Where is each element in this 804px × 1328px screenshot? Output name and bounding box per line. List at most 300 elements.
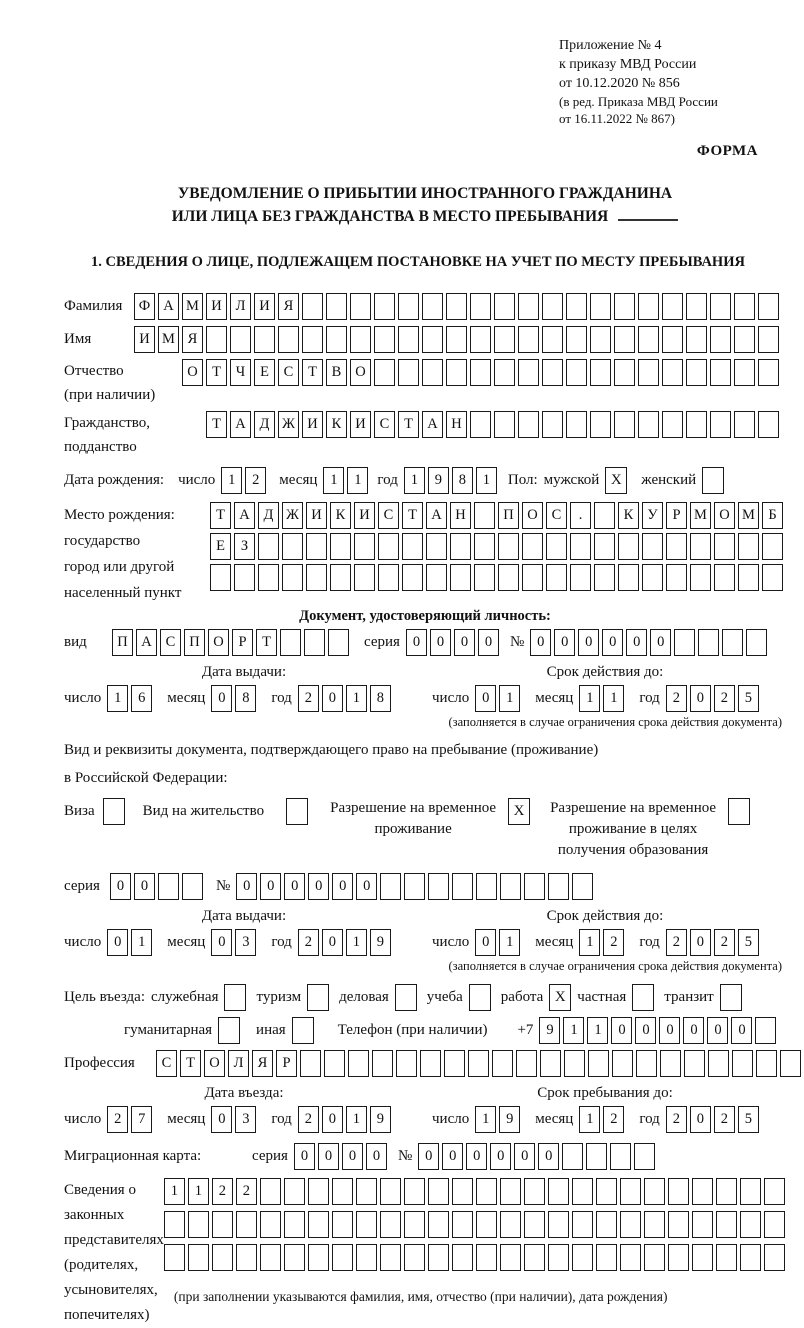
- char-box[interactable]: [402, 564, 423, 591]
- char-box[interactable]: [548, 1244, 569, 1271]
- char-box[interactable]: 2: [107, 1106, 128, 1133]
- char-box[interactable]: [426, 564, 447, 591]
- char-box[interactable]: 1: [323, 467, 344, 494]
- char-box[interactable]: 0: [236, 873, 257, 900]
- char-box[interactable]: 8: [235, 685, 256, 712]
- char-box[interactable]: У: [642, 502, 663, 529]
- char-box[interactable]: [518, 326, 539, 353]
- char-box[interactable]: [258, 564, 279, 591]
- char-box[interactable]: 1: [475, 1106, 496, 1133]
- char-box[interactable]: Т: [256, 629, 277, 656]
- char-box[interactable]: 1: [107, 685, 128, 712]
- char-box[interactable]: Р: [232, 629, 253, 656]
- char-box[interactable]: К: [326, 411, 347, 438]
- char-box[interactable]: 0: [707, 1017, 728, 1044]
- char-box[interactable]: [380, 873, 401, 900]
- char-box[interactable]: 0: [475, 685, 496, 712]
- char-box[interactable]: [572, 1244, 593, 1271]
- char-box[interactable]: [380, 1211, 401, 1238]
- char-box[interactable]: И: [206, 293, 227, 320]
- char-box[interactable]: [254, 326, 275, 353]
- char-box[interactable]: [428, 1211, 449, 1238]
- char-box[interactable]: [206, 326, 227, 353]
- char-box[interactable]: [762, 533, 783, 560]
- char-box[interactable]: 0: [322, 1106, 343, 1133]
- char-box[interactable]: [374, 326, 395, 353]
- char-box[interactable]: [422, 293, 443, 320]
- char-box[interactable]: Я: [182, 326, 203, 353]
- char-box[interactable]: 0: [406, 629, 427, 656]
- char-box[interactable]: 0: [635, 1017, 656, 1044]
- char-box[interactable]: [282, 564, 303, 591]
- char-box[interactable]: [662, 293, 683, 320]
- char-box[interactable]: [302, 326, 323, 353]
- char-box[interactable]: 0: [318, 1143, 339, 1170]
- char-box[interactable]: 0: [578, 629, 599, 656]
- char-box[interactable]: [596, 1244, 617, 1271]
- char-box[interactable]: 1: [188, 1178, 209, 1205]
- char-box[interactable]: 0: [466, 1143, 487, 1170]
- char-box[interactable]: А: [230, 411, 251, 438]
- char-box[interactable]: [710, 326, 731, 353]
- char-box[interactable]: [710, 293, 731, 320]
- char-box[interactable]: [230, 326, 251, 353]
- char-box[interactable]: О: [182, 359, 203, 386]
- purpose-official-checkbox[interactable]: [224, 984, 246, 1011]
- char-box[interactable]: 0: [211, 685, 232, 712]
- char-box[interactable]: [284, 1244, 305, 1271]
- char-box[interactable]: [594, 564, 615, 591]
- char-box[interactable]: [380, 1178, 401, 1205]
- char-box[interactable]: [356, 1211, 377, 1238]
- char-box[interactable]: Е: [210, 533, 231, 560]
- char-box[interactable]: [234, 564, 255, 591]
- char-box[interactable]: С: [278, 359, 299, 386]
- char-box[interactable]: [644, 1178, 665, 1205]
- char-box[interactable]: А: [234, 502, 255, 529]
- char-box[interactable]: Е: [254, 359, 275, 386]
- char-box[interactable]: 0: [366, 1143, 387, 1170]
- char-box[interactable]: [446, 293, 467, 320]
- char-box[interactable]: [210, 564, 231, 591]
- char-box[interactable]: 9: [539, 1017, 560, 1044]
- char-box[interactable]: [354, 564, 375, 591]
- char-box[interactable]: З: [234, 533, 255, 560]
- char-box[interactable]: А: [158, 293, 179, 320]
- char-box[interactable]: М: [690, 502, 711, 529]
- char-box[interactable]: [260, 1211, 281, 1238]
- char-box[interactable]: [308, 1244, 329, 1271]
- char-box[interactable]: И: [254, 293, 275, 320]
- char-box[interactable]: 0: [626, 629, 647, 656]
- char-box[interactable]: [494, 359, 515, 386]
- char-box[interactable]: [182, 873, 203, 900]
- char-box[interactable]: [734, 293, 755, 320]
- char-box[interactable]: [764, 1211, 785, 1238]
- char-box[interactable]: 0: [442, 1143, 463, 1170]
- char-box[interactable]: 2: [714, 1106, 735, 1133]
- char-box[interactable]: 2: [298, 685, 319, 712]
- char-box[interactable]: 2: [245, 467, 266, 494]
- char-box[interactable]: [404, 1211, 425, 1238]
- char-box[interactable]: [546, 564, 567, 591]
- char-box[interactable]: [686, 359, 707, 386]
- char-box[interactable]: [644, 1244, 665, 1271]
- char-box[interactable]: [734, 411, 755, 438]
- char-box[interactable]: [542, 293, 563, 320]
- char-box[interactable]: 2: [666, 929, 687, 956]
- char-box[interactable]: [330, 533, 351, 560]
- char-box[interactable]: [638, 326, 659, 353]
- char-box[interactable]: [746, 629, 767, 656]
- char-box[interactable]: 1: [346, 929, 367, 956]
- char-box[interactable]: [755, 1017, 776, 1044]
- char-box[interactable]: [590, 411, 611, 438]
- char-box[interactable]: О: [204, 1050, 225, 1077]
- char-box[interactable]: [494, 293, 515, 320]
- char-box[interactable]: 3: [235, 1106, 256, 1133]
- char-box[interactable]: [282, 533, 303, 560]
- char-box[interactable]: Т: [398, 411, 419, 438]
- char-box[interactable]: 2: [236, 1178, 257, 1205]
- char-box[interactable]: [684, 1050, 705, 1077]
- char-box[interactable]: [674, 629, 695, 656]
- char-box[interactable]: С: [156, 1050, 177, 1077]
- char-box[interactable]: М: [182, 293, 203, 320]
- char-box[interactable]: [692, 1244, 713, 1271]
- char-box[interactable]: [476, 873, 497, 900]
- char-box[interactable]: 1: [579, 1106, 600, 1133]
- char-box[interactable]: 0: [490, 1143, 511, 1170]
- char-box[interactable]: [500, 1244, 521, 1271]
- char-box[interactable]: [610, 1143, 631, 1170]
- char-box[interactable]: [372, 1050, 393, 1077]
- char-box[interactable]: О: [522, 502, 543, 529]
- char-box[interactable]: С: [160, 629, 181, 656]
- char-box[interactable]: Д: [254, 411, 275, 438]
- char-box[interactable]: [618, 564, 639, 591]
- char-box[interactable]: Р: [666, 502, 687, 529]
- char-box[interactable]: М: [158, 326, 179, 353]
- char-box[interactable]: 1: [579, 685, 600, 712]
- char-box[interactable]: [524, 1178, 545, 1205]
- char-box[interactable]: [642, 564, 663, 591]
- purpose-study-checkbox[interactable]: [469, 984, 491, 1011]
- char-box[interactable]: И: [350, 411, 371, 438]
- char-box[interactable]: [542, 326, 563, 353]
- char-box[interactable]: [426, 533, 447, 560]
- char-box[interactable]: [164, 1244, 185, 1271]
- char-box[interactable]: [494, 326, 515, 353]
- char-box[interactable]: Ж: [278, 411, 299, 438]
- char-box[interactable]: [548, 873, 569, 900]
- char-box[interactable]: [350, 326, 371, 353]
- char-box[interactable]: [614, 293, 635, 320]
- char-box[interactable]: [542, 411, 563, 438]
- char-box[interactable]: 1: [563, 1017, 584, 1044]
- char-box[interactable]: [476, 1211, 497, 1238]
- char-box[interactable]: [258, 533, 279, 560]
- char-box[interactable]: 0: [454, 629, 475, 656]
- char-box[interactable]: Ж: [282, 502, 303, 529]
- char-box[interactable]: [516, 1050, 537, 1077]
- char-box[interactable]: [356, 1178, 377, 1205]
- char-box[interactable]: [716, 1178, 737, 1205]
- char-box[interactable]: 6: [131, 685, 152, 712]
- char-box[interactable]: [758, 411, 779, 438]
- char-box[interactable]: А: [422, 411, 443, 438]
- char-box[interactable]: [660, 1050, 681, 1077]
- char-box[interactable]: [498, 533, 519, 560]
- char-box[interactable]: 0: [107, 929, 128, 956]
- char-box[interactable]: Н: [450, 502, 471, 529]
- char-box[interactable]: [638, 411, 659, 438]
- visa-checkbox[interactable]: [103, 798, 125, 825]
- char-box[interactable]: [596, 1178, 617, 1205]
- char-box[interactable]: [764, 1244, 785, 1271]
- purpose-work-checkbox[interactable]: X: [549, 984, 571, 1011]
- char-box[interactable]: [566, 293, 587, 320]
- char-box[interactable]: [644, 1211, 665, 1238]
- char-box[interactable]: 9: [499, 1106, 520, 1133]
- char-box[interactable]: 0: [611, 1017, 632, 1044]
- char-box[interactable]: [566, 411, 587, 438]
- char-box[interactable]: [590, 293, 611, 320]
- char-box[interactable]: О: [714, 502, 735, 529]
- char-box[interactable]: [594, 533, 615, 560]
- char-box[interactable]: 0: [260, 873, 281, 900]
- char-box[interactable]: [686, 326, 707, 353]
- char-box[interactable]: [524, 1211, 545, 1238]
- char-box[interactable]: [540, 1050, 561, 1077]
- char-box[interactable]: Р: [276, 1050, 297, 1077]
- char-box[interactable]: [692, 1178, 713, 1205]
- char-box[interactable]: [518, 411, 539, 438]
- char-box[interactable]: [596, 1211, 617, 1238]
- char-box[interactable]: [470, 411, 491, 438]
- char-box[interactable]: [542, 359, 563, 386]
- char-box[interactable]: [500, 873, 521, 900]
- char-box[interactable]: Т: [302, 359, 323, 386]
- char-box[interactable]: [300, 1050, 321, 1077]
- char-box[interactable]: 2: [714, 685, 735, 712]
- char-box[interactable]: 0: [418, 1143, 439, 1170]
- char-box[interactable]: [758, 359, 779, 386]
- char-box[interactable]: [564, 1050, 585, 1077]
- char-box[interactable]: [562, 1143, 583, 1170]
- char-box[interactable]: 1: [404, 467, 425, 494]
- char-box[interactable]: 2: [714, 929, 735, 956]
- char-box[interactable]: Т: [206, 359, 227, 386]
- char-box[interactable]: [738, 564, 759, 591]
- char-box[interactable]: [716, 1244, 737, 1271]
- char-box[interactable]: 0: [475, 929, 496, 956]
- char-box[interactable]: [638, 359, 659, 386]
- char-box[interactable]: 1: [579, 929, 600, 956]
- char-box[interactable]: 5: [738, 685, 759, 712]
- char-box[interactable]: 0: [530, 629, 551, 656]
- char-box[interactable]: 1: [603, 685, 624, 712]
- char-box[interactable]: [332, 1244, 353, 1271]
- char-box[interactable]: Т: [206, 411, 227, 438]
- char-box[interactable]: В: [326, 359, 347, 386]
- char-box[interactable]: 2: [666, 1106, 687, 1133]
- char-box[interactable]: [354, 533, 375, 560]
- char-box[interactable]: [374, 359, 395, 386]
- char-box[interactable]: И: [302, 411, 323, 438]
- char-box[interactable]: П: [112, 629, 133, 656]
- char-box[interactable]: [714, 564, 735, 591]
- char-box[interactable]: К: [618, 502, 639, 529]
- char-box[interactable]: 1: [499, 685, 520, 712]
- char-box[interactable]: 0: [538, 1143, 559, 1170]
- char-box[interactable]: [690, 564, 711, 591]
- char-box[interactable]: [452, 1211, 473, 1238]
- char-box[interactable]: [614, 359, 635, 386]
- char-box[interactable]: [662, 359, 683, 386]
- char-box[interactable]: [350, 293, 371, 320]
- char-box[interactable]: [158, 873, 179, 900]
- char-box[interactable]: [690, 533, 711, 560]
- char-box[interactable]: [634, 1143, 655, 1170]
- char-box[interactable]: [404, 1244, 425, 1271]
- char-box[interactable]: С: [374, 411, 395, 438]
- char-box[interactable]: 1: [346, 685, 367, 712]
- char-box[interactable]: М: [738, 502, 759, 529]
- char-box[interactable]: [572, 1178, 593, 1205]
- char-box[interactable]: [518, 359, 539, 386]
- char-box[interactable]: Н: [446, 411, 467, 438]
- char-box[interactable]: [468, 1050, 489, 1077]
- char-box[interactable]: [572, 873, 593, 900]
- char-box[interactable]: 0: [650, 629, 671, 656]
- char-box[interactable]: [614, 411, 635, 438]
- char-box[interactable]: [260, 1178, 281, 1205]
- char-box[interactable]: 2: [666, 685, 687, 712]
- char-box[interactable]: [588, 1050, 609, 1077]
- char-box[interactable]: 0: [690, 685, 711, 712]
- char-box[interactable]: [402, 533, 423, 560]
- char-box[interactable]: [278, 326, 299, 353]
- char-box[interactable]: [398, 293, 419, 320]
- char-box[interactable]: [212, 1211, 233, 1238]
- char-box[interactable]: А: [136, 629, 157, 656]
- char-box[interactable]: [732, 1050, 753, 1077]
- char-box[interactable]: [722, 629, 743, 656]
- char-box[interactable]: 1: [164, 1178, 185, 1205]
- char-box[interactable]: [500, 1178, 521, 1205]
- char-box[interactable]: [614, 326, 635, 353]
- char-box[interactable]: 7: [131, 1106, 152, 1133]
- char-box[interactable]: Б: [762, 502, 783, 529]
- purpose-private-checkbox[interactable]: [632, 984, 654, 1011]
- char-box[interactable]: [566, 326, 587, 353]
- char-box[interactable]: 0: [342, 1143, 363, 1170]
- char-box[interactable]: Т: [210, 502, 231, 529]
- char-box[interactable]: 1: [346, 1106, 367, 1133]
- char-box[interactable]: [212, 1244, 233, 1271]
- char-box[interactable]: И: [354, 502, 375, 529]
- char-box[interactable]: [452, 1244, 473, 1271]
- char-box[interactable]: 0: [731, 1017, 752, 1044]
- char-box[interactable]: [740, 1178, 761, 1205]
- char-box[interactable]: 2: [603, 1106, 624, 1133]
- char-box[interactable]: [642, 533, 663, 560]
- char-box[interactable]: [476, 1244, 497, 1271]
- char-box[interactable]: 0: [134, 873, 155, 900]
- char-box[interactable]: [710, 411, 731, 438]
- char-box[interactable]: 1: [499, 929, 520, 956]
- char-box[interactable]: Д: [258, 502, 279, 529]
- char-box[interactable]: [450, 533, 471, 560]
- char-box[interactable]: [304, 629, 325, 656]
- char-box[interactable]: [668, 1211, 689, 1238]
- char-box[interactable]: 0: [690, 1106, 711, 1133]
- char-box[interactable]: [662, 326, 683, 353]
- char-box[interactable]: 0: [554, 629, 575, 656]
- char-box[interactable]: [164, 1211, 185, 1238]
- char-box[interactable]: [566, 359, 587, 386]
- char-box[interactable]: 0: [211, 929, 232, 956]
- char-box[interactable]: 0: [211, 1106, 232, 1133]
- char-box[interactable]: 8: [452, 467, 473, 494]
- char-box[interactable]: [740, 1244, 761, 1271]
- purpose-humanitarian-checkbox[interactable]: [218, 1017, 240, 1044]
- char-box[interactable]: [524, 873, 545, 900]
- char-box[interactable]: [302, 293, 323, 320]
- char-box[interactable]: [548, 1178, 569, 1205]
- char-box[interactable]: [570, 533, 591, 560]
- char-box[interactable]: [188, 1244, 209, 1271]
- char-box[interactable]: И: [306, 502, 327, 529]
- char-box[interactable]: [636, 1050, 657, 1077]
- char-box[interactable]: [422, 326, 443, 353]
- purpose-tourism-checkbox[interactable]: [307, 984, 329, 1011]
- char-box[interactable]: [446, 326, 467, 353]
- char-box[interactable]: [638, 293, 659, 320]
- char-box[interactable]: [476, 1178, 497, 1205]
- char-box[interactable]: [740, 1211, 761, 1238]
- char-box[interactable]: [758, 326, 779, 353]
- char-box[interactable]: 1: [476, 467, 497, 494]
- char-box[interactable]: 0: [478, 629, 499, 656]
- char-box[interactable]: [446, 359, 467, 386]
- char-box[interactable]: С: [378, 502, 399, 529]
- temp-permit-checkbox[interactable]: X: [508, 798, 530, 825]
- char-box[interactable]: Я: [278, 293, 299, 320]
- char-box[interactable]: [710, 359, 731, 386]
- char-box[interactable]: [586, 1143, 607, 1170]
- char-box[interactable]: [396, 1050, 417, 1077]
- char-box[interactable]: [570, 564, 591, 591]
- char-box[interactable]: 0: [602, 629, 623, 656]
- char-box[interactable]: [666, 564, 687, 591]
- char-box[interactable]: Я: [252, 1050, 273, 1077]
- char-box[interactable]: 0: [308, 873, 329, 900]
- purpose-business-checkbox[interactable]: [395, 984, 417, 1011]
- char-box[interactable]: [546, 533, 567, 560]
- char-box[interactable]: Ч: [230, 359, 251, 386]
- char-box[interactable]: 0: [659, 1017, 680, 1044]
- char-box[interactable]: 0: [110, 873, 131, 900]
- char-box[interactable]: [280, 629, 301, 656]
- char-box[interactable]: 9: [428, 467, 449, 494]
- char-box[interactable]: [324, 1050, 345, 1077]
- char-box[interactable]: [332, 1178, 353, 1205]
- study-permit-checkbox[interactable]: [728, 798, 750, 825]
- char-box[interactable]: О: [350, 359, 371, 386]
- char-box[interactable]: 0: [690, 929, 711, 956]
